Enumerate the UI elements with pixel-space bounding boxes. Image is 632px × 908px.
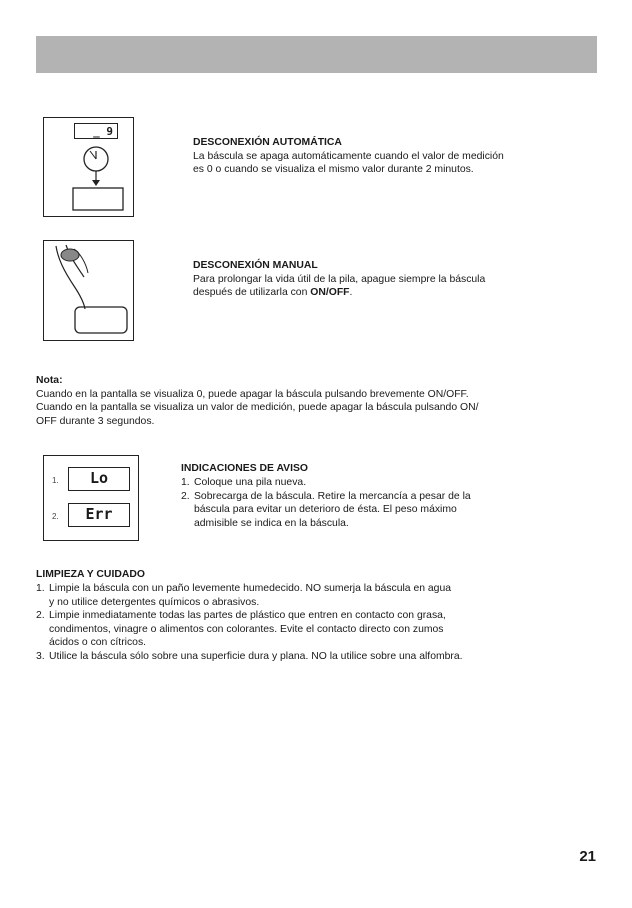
auto-off-title: DESCONEXIÓN AUTOMÁTICA [193,137,342,148]
auto-off-section [193,136,593,177]
warning-illustration [43,455,139,541]
cleaning-item-text: condimentos, vinagre o alimentos con colorantes. Evite el contacto directo con zumos [49,623,444,635]
auto-off-text-2: es 0 o cuando se visualiza el mismo valor durante 2 minutos. [193,164,474,175]
display-lo-text: Lo [89,469,109,487]
cleaning-item-text: Limpie la báscula con un paño levemente humedecido. NO sumerja la báscula en agua [49,583,452,594]
display-err-text: Err [85,505,113,523]
note-label: Nota: [36,375,63,386]
warning-item [181,490,591,531]
auto-off-text-1: La báscula se apaga automáticamente cuando el valor de medición [193,150,504,162]
note-section [36,374,606,428]
cleaning-list [36,582,606,663]
cleaning-item-number: 3. [36,650,45,662]
manual-off-title: DESCONEXIÓN MANUAL [193,260,318,271]
manual-off-text-2 [193,286,593,300]
cleaning-item-text: ácidos o con cítricos. [49,637,147,648]
warning-item-text: báscula para evitar un deterioro de ésta. El peso máximo [194,504,457,515]
auto-off-illustration [43,117,134,217]
warning-item-number: 1. [181,477,190,488]
onoff-label: ON/OFF [310,287,350,298]
cleaning-item [36,609,606,650]
manual-off-text-1: Para prolongar la vida útil de la pila, apague siempre la báscula [193,273,486,285]
timer-icon [44,118,133,216]
cleaning-item-text: Limpie inmediatamente todas las partes de plástico que entren en contacto con grasa, [49,610,446,621]
manual-off-section [193,259,593,300]
display-1-number: 1. [52,476,59,485]
cleaning-item-number: 2. [36,610,45,621]
display-2-number: 2. [52,512,59,521]
warning-item-text: Sobrecarga de la báscula. Retire la mercancía a pesar de la [194,490,471,502]
note-line-3: OFF durante 3 segundos. [36,415,155,427]
cleaning-title: LIMPIEZA Y CUIDADO [36,569,145,580]
cleaning-item-text: y no utilice detergentes químicos o abrasivos. [49,596,260,608]
cleaning-item [36,582,606,609]
warning-item-text: Coloque una pila nueva. [194,477,307,488]
note-line-1: Cuando en la pantalla se visualiza 0, puede apagar la báscula pulsando brevemente ON/OFF. [36,388,469,400]
cleaning-item-text: Utilice la báscula sólo sobre una superficie dura y plana. NO la utilice sobre una alfombra. [49,650,463,662]
display-value: _ 9 [93,125,113,138]
warning-item [181,476,591,490]
manual-off-text-2b: . [349,287,353,298]
header-bar [36,36,597,73]
warning-item-number: 2. [181,490,190,502]
manual-off-text-2a: después de utilizarla con [193,287,311,298]
cleaning-item-number: 1. [36,583,45,594]
warnings-title: INDICACIONES DE AVISO [181,463,309,474]
display-err [68,503,130,527]
page-number: 21 [579,848,596,865]
warnings-list [181,476,591,530]
note-line-2: Cuando en la pantalla se visualiza un valor de medición, puede apagar la báscula pulsando ON/ [36,402,479,413]
cleaning-item [36,650,606,664]
hand-press-icon [44,241,133,340]
warning-item-text: admisible se indica en la báscula. [194,517,349,529]
manual-off-illustration [43,240,134,341]
display-lo [68,467,130,491]
